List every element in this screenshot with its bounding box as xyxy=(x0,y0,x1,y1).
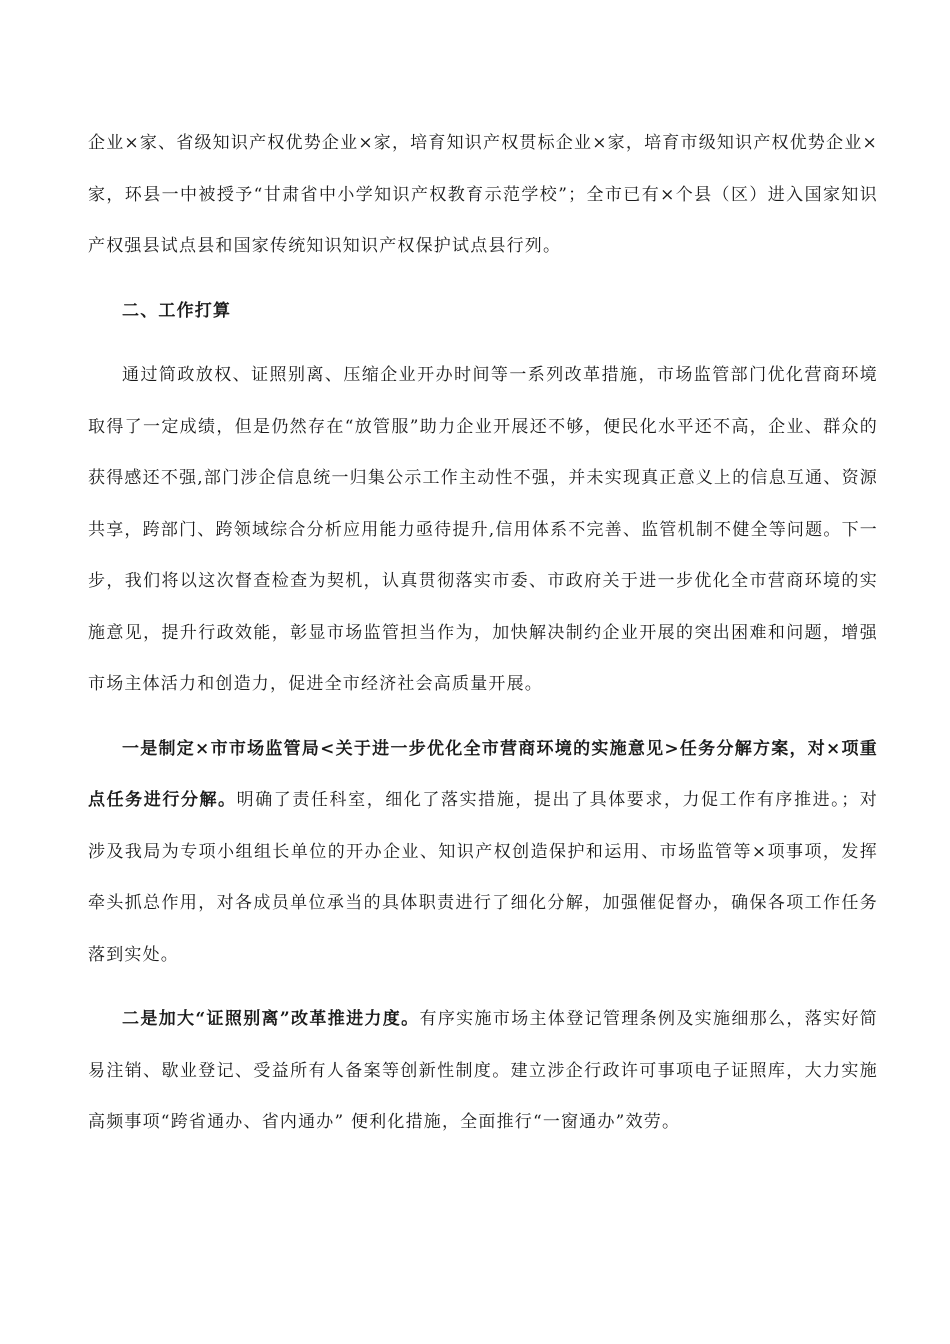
paragraph-1: 企业×家、省级知识产权优势企业×家，培育知识产权贯标企业×家，培育市级知识产权优势企业×家，环县一中被授予“甘肃省中小学知识产权教育示范学校”；全市已有×个县（区）进入国家知识产权强县试点县和国家传统知识知识产权保护试点县行列。 xyxy=(88,133,878,256)
section-heading: 二、工作打算 xyxy=(122,300,232,321)
paragraph-2: 通过简政放权、证照别离、压缩企业开办时间等一系列改革措施，市场监管部门优化营商环境取得了一定成绩，但是仍然存在“放管服”助力企业开展还不够，便民化水平还不高，企业、群众的获得感还不强,部门涉企信息统一归集公示工作主动性不强，并未实现真正意义上的信息互通、资源共享，跨部门、跨领域综合分析应用能力亟待提升,信用体系不完善、监管机制不健全等问题。下一步，我们将以这次督查检查为契机，认真贯彻落实市委、市政府关于进一步优化全市营商环境的实施意见，提升行政效能，彰显市场监管担当作为，加快解决制约企业开展的突出困难和问题，增强市场主体活力和创造力，促进全市经济社会高质量开展。 xyxy=(88,365,878,694)
paragraph-4-lead: 二是加大“证照别离”改革推进力度。 xyxy=(122,1009,420,1029)
paragraph-3 xyxy=(88,724,878,982)
paragraph-4 xyxy=(88,994,878,1149)
paragraph-3-lead: 一是制定×市市场监管局<关于进一步优化全市营商环境的实施意见>任务分解方案，对×项重点任务进行分解。 xyxy=(88,738,878,810)
paragraph-4-body: 有序实施市场主体登记管理条例及实施细那么，落实好简易注销、歇业登记、受益所有人备案等创新性制度。建立涉企行政许可事项电子证照库，大力实施高频事项“跨省通办、省内通办” 便利化措施，全面推行“一窗通办”效劳。 xyxy=(88,1009,878,1132)
paragraph-3-body: 明确了责任科室，细化了落实措施，提出了具体要求，力促工作有序推进。；对涉及我局为专项小组组长单位的开办企业、知识产权创造保护和运用、市场监管等×项事项，发挥牵头抓总作用，对各成员单位承当的具体职责进行了细化分解，加强催促督办，确保各项工作任务落到实处。 xyxy=(88,790,879,965)
document-page xyxy=(88,118,878,1149)
